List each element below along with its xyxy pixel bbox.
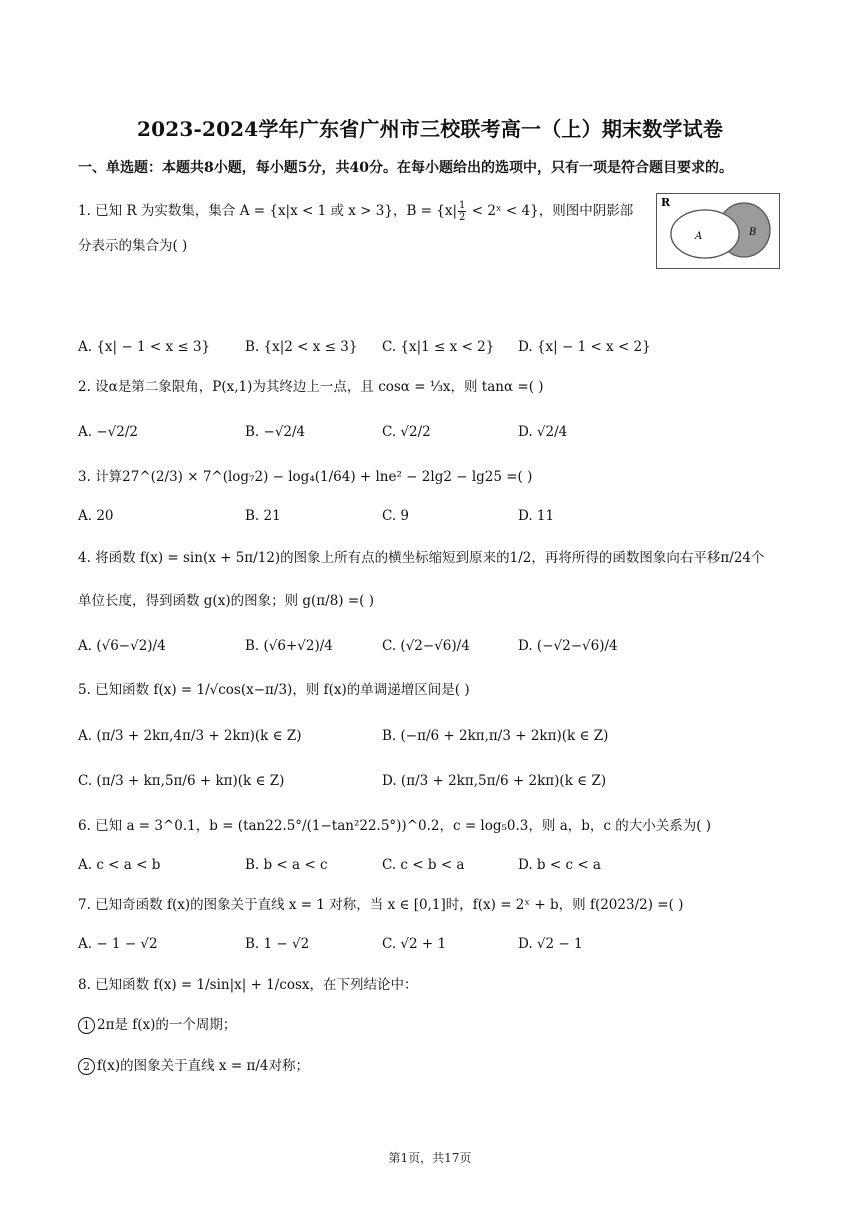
q2-option-b[interactable]: B. −√2/4 (245, 424, 306, 440)
q5-stem: 5. 已知函数 f(x) = 1/√cos(x−π/3)，则 f(x)的单调递增区间是( ) (78, 682, 470, 698)
q3-option-c[interactable]: C. 9 (382, 508, 410, 524)
q4-stem-line1: 4. 将函数 f(x) = sin(x + 5π/12)的图象上所有点的横坐标缩短到原来的1/2，再将所得的函数图象向右平移π/24个 (78, 550, 765, 566)
q8-stem: 8. 已知函数 f(x) = 1/sin|x| + 1/cosx，在下列结论中： (78, 977, 418, 993)
q4-option-c[interactable]: C. (√2−√6)/4 (382, 638, 470, 654)
q4-stem-line2: 单位长度，得到函数 g(x)的图象；则 g(π/8) =( ) (78, 593, 374, 609)
q3-option-d[interactable]: D. 11 (518, 508, 555, 524)
q1-option-b[interactable]: B. {x|2 < x ≤ 3} (245, 339, 358, 355)
label-r: R (661, 196, 671, 209)
q6-option-d[interactable]: D. b < c < a (518, 857, 601, 873)
q6-option-b[interactable]: B. b < a < c (245, 857, 328, 873)
q1-stem-line2: 分表示的集合为( ) (78, 238, 188, 254)
circled-number-1: 1 (78, 1017, 95, 1034)
label-b: B (749, 227, 757, 238)
q5-option-c[interactable]: C. (π/3 + kπ,5π/6 + kπ)(k ∈ Z) (78, 773, 285, 789)
q7-option-a[interactable]: A. − 1 − √2 (78, 936, 158, 952)
q1-text-b: < 2ˣ < 4}，则图中阴影部 (467, 203, 634, 219)
q1-option-d[interactable]: D. {x| − 1 < x < 2} (518, 339, 651, 355)
q1-option-c[interactable]: C. {x|1 ≤ x < 2} (382, 339, 495, 355)
q2-option-d[interactable]: D. √2/4 (518, 424, 568, 440)
q8-statement-1-text: 2π是 f(x)的一个周期； (97, 1017, 237, 1033)
q8-statement-2-text: f(x)的图象关于直线 x = π/4对称； (97, 1058, 309, 1074)
q4-option-b[interactable]: B. (√6+√2)/4 (245, 638, 333, 654)
circled-number-2: 2 (78, 1058, 95, 1075)
q3-option-a[interactable]: A. 20 (78, 508, 114, 524)
venn-svg (657, 194, 778, 267)
q3-stem: 3. 计算27^(2/3) × 7^(log₇2) − log₄(1/64) + lne² − 2lg2 − lg25 =( ) (78, 469, 533, 485)
label-a: A (695, 231, 703, 242)
venn-diagram (656, 193, 780, 269)
q6-stem: 6. 已知 a = 3^0.1，b = (tan22.5°/(1−tan²22.5°))^0.2，c = log₅0.3，则 a，b，c 的大小关系为( ) (78, 818, 712, 834)
q3-option-b[interactable]: B. 21 (245, 508, 281, 524)
q8-statement-1 (78, 1015, 236, 1035)
q1-stem-line1 (78, 200, 633, 223)
q4-option-a[interactable]: A. (√6−√2)/4 (78, 638, 166, 654)
page-title: 2023-2024学年广东省广州市三校联考高一（上）期末数学试卷 (136, 117, 724, 141)
section-heading: 一、单选题：本题共8小题，每小题5分，共40分。在每小题给出的选项中，只有一项是符合题目要求的。 (78, 160, 733, 176)
q1-text-a: 1. 已知 R 为实数集，集合 A = {x|x < 1 或 x > 3}，B = {x| (78, 203, 458, 219)
q1-fraction: $\frac{1}{2}$ (459, 200, 466, 223)
q5-option-d[interactable]: D. (π/3 + 2kπ,5π/6 + 2kπ)(k ∈ Z) (382, 773, 607, 789)
q2-option-a[interactable]: A. −√2/2 (78, 424, 138, 440)
page-footer: 第1页，共17页 (388, 1151, 472, 1165)
q2-stem: 2. 设α是第二象限角，P(x,1)为其终边上一点，且 cosα = ⅓x，则 tanα =( ) (78, 379, 544, 395)
q6-option-c[interactable]: C. c < b < a (382, 857, 465, 873)
q6-option-a[interactable]: A. c < a < b (78, 857, 161, 873)
q4-option-d[interactable]: D. (−√2−√6)/4 (518, 638, 618, 654)
q5-option-b[interactable]: B. (−π/6 + 2kπ,π/3 + 2kπ)(k ∈ Z) (382, 728, 609, 744)
q8-statement-2 (78, 1056, 309, 1076)
q1-option-a[interactable]: A. {x| − 1 < x ≤ 3} (78, 339, 211, 355)
q5-option-a[interactable]: A. (π/3 + 2kπ,4π/3 + 2kπ)(k ∈ Z) (78, 728, 302, 744)
q7-option-d[interactable]: D. √2 − 1 (518, 936, 583, 952)
q7-stem: 7. 已知奇函数 f(x)的图象关于直线 x = 1 对称，当 x ∈ [0,1]时，f(x) = 2ˣ + b，则 f(2023/2) =( ) (78, 897, 684, 913)
q7-option-b[interactable]: B. 1 − √2 (245, 936, 310, 952)
q2-option-c[interactable]: C. √2/2 (382, 424, 431, 440)
q7-option-c[interactable]: C. √2 + 1 (382, 936, 447, 952)
